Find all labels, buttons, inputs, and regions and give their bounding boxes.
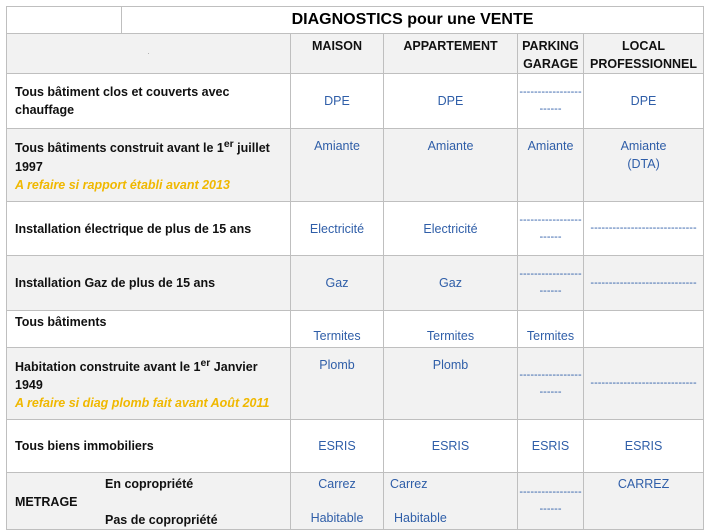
diagnostics-table (6, 6, 704, 530)
cell-r1-appartement: DPE (384, 74, 518, 129)
cell-r8-local: CARREZ (584, 473, 704, 530)
header-empty-cell: · (7, 34, 291, 74)
cell-r5-local (584, 311, 704, 348)
cell-r3-local: ----------------------------- (584, 202, 704, 256)
row-note-amiante: A refaire si rapport établi avant 2013 (15, 177, 230, 192)
metrage-label: METRAGE (15, 495, 78, 509)
row-label-gaz: Installation Gaz de plus de 15 ans (7, 256, 291, 311)
row-label-amiante (7, 129, 291, 202)
cell-r5-maison: Termites (291, 311, 384, 348)
col-header-maison: MAISON (291, 34, 384, 74)
col-header-parking-line2: GARAGE (523, 57, 578, 71)
col-header-parking (518, 34, 584, 74)
superscript: er (200, 357, 211, 369)
cell-r1-maison: DPE (291, 74, 384, 129)
col-header-local (584, 34, 704, 74)
cell-r8-maison-habitable: Habitable (310, 511, 364, 525)
cell-r2-local-line2: (DTA) (627, 157, 660, 171)
col-header-local-line2: PROFESSIONNEL (590, 57, 698, 71)
col-header-local-line1: LOCAL (622, 39, 666, 53)
cell-r4-maison: Gaz (291, 256, 384, 311)
cell-r1-parking: ----------------------- (518, 74, 584, 129)
cell-r3-maison: Electricité (291, 202, 384, 256)
col-header-parking-line1: PARKING (522, 39, 579, 53)
cell-r8-maison-carrez: Carrez (318, 477, 356, 491)
row-label-plomb (7, 348, 291, 420)
cell-r2-local-line1: Amiante (620, 139, 667, 153)
cell-r3-parking: ----------------------- (518, 202, 584, 256)
row-note-plomb: A refaire si diag plomb fait avant Août 2011 (15, 396, 270, 411)
cell-r8-appartement-carrez: Carrez (390, 477, 428, 491)
cell-r7-appartement: ESRIS (384, 420, 518, 473)
cell-r2-appartement: Amiante (384, 129, 518, 202)
cell-r2-local (584, 129, 704, 202)
superscript: er (223, 139, 234, 151)
col-header-appartement: APPARTEMENT (384, 34, 518, 74)
cell-r8-parking: ----------------------- (518, 473, 584, 530)
table-title: DIAGNOSTICS pour une VENTE (122, 7, 704, 34)
cell-r7-parking: ESRIS (518, 420, 584, 473)
row-label-amiante-text-b: juillet 1997 (15, 141, 270, 174)
cell-r6-maison: Plomb (291, 348, 384, 420)
row-label-metrage (7, 473, 291, 530)
cell-r8-appartement-habitable: Habitable (394, 511, 447, 525)
cell-r2-maison: Amiante (291, 129, 384, 202)
row-label-dpe: Tous bâtiment clos et couverts avec chauffage (7, 74, 291, 129)
row-label-amiante-text-a: Tous bâtiments construit avant le 1 (15, 141, 224, 156)
row-label-electricite: Installation électrique de plus de 15 ans (7, 202, 291, 256)
cell-r8-maison (291, 473, 384, 530)
row-label-plomb-text-a: Habitation construite avant le 1 (15, 360, 201, 375)
metrage-sub-pas-copropriete: Pas de copropriété (105, 513, 218, 527)
cell-r6-parking: ----------------------- (518, 348, 584, 420)
cell-r5-parking: Termites (518, 311, 584, 348)
cell-r3-appartement: Electricité (384, 202, 518, 256)
metrage-sub-copropriete: En copropriété (105, 477, 194, 491)
row-label-termites: Tous bâtiments (7, 311, 291, 348)
row-label-esris: Tous biens immobiliers (7, 420, 291, 473)
cell-r6-local: ----------------------------- (584, 348, 704, 420)
cell-r7-maison: ESRIS (291, 420, 384, 473)
cell-r6-appartement: Plomb (384, 348, 518, 420)
row-label-plomb-text-b: Janvier 1949 (15, 360, 258, 393)
cell-r4-parking: ----------------------- (518, 256, 584, 311)
cell-r4-appartement: Gaz (384, 256, 518, 311)
corner-cell (7, 7, 122, 34)
cell-r5-appartement: Termites (384, 311, 518, 348)
cell-r4-local: ----------------------------- (584, 256, 704, 311)
cell-r1-local: DPE (584, 74, 704, 129)
cell-r8-appartement (384, 473, 518, 530)
cell-r7-local: ESRIS (584, 420, 704, 473)
cell-r2-parking: Amiante (518, 129, 584, 202)
